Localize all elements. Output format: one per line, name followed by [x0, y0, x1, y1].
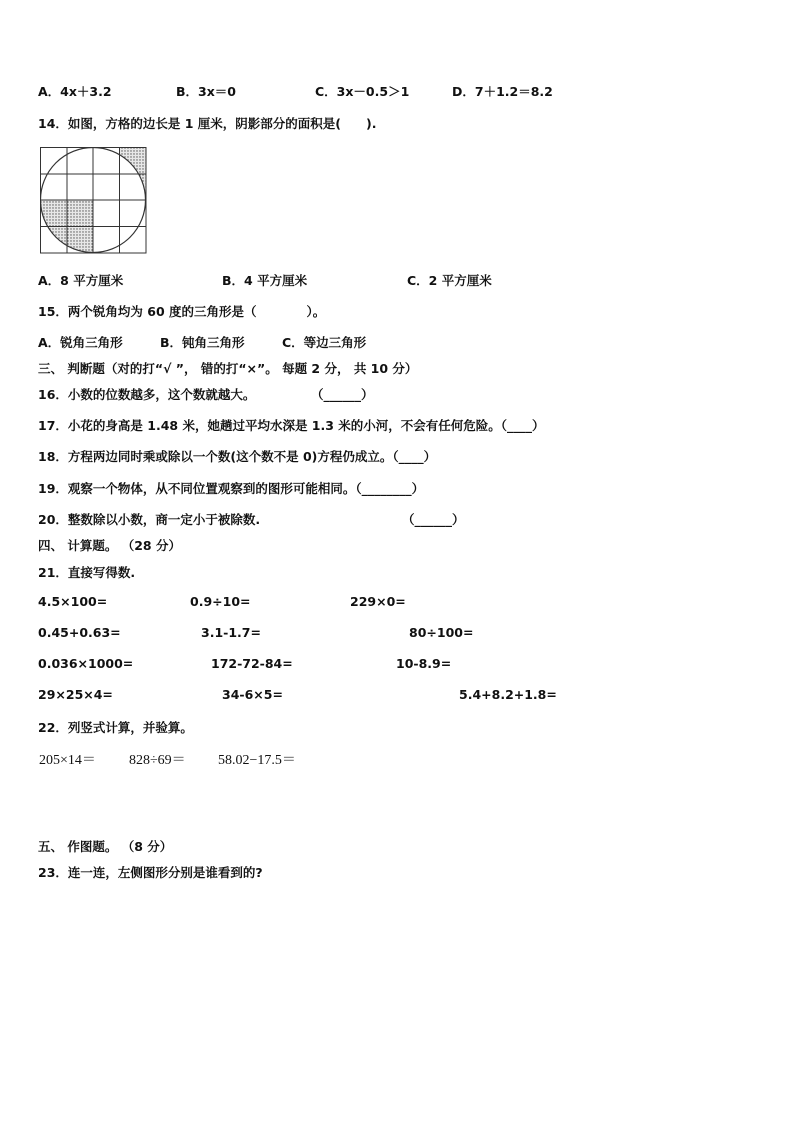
q20-answer-blank[interactable]: （______）: [402, 512, 465, 527]
q21-r4-c1: 29×25×4=: [38, 687, 113, 702]
q14-stem: 14．如图，方格的边长是 1 厘米，阴影部分的面积是( ).: [38, 116, 377, 131]
q23-text: 23．连一连，左侧图形分别是谁看到的?: [38, 865, 263, 880]
q13-option-a: A．4x＋3.2: [38, 84, 112, 99]
section-3-heading: 三、 判断题（对的打“√ ”， 错的打“×”。 每题 2 分， 共 10 分）: [38, 361, 418, 376]
q17-text: 17．小花的身高是 1.48 米，她趟过平均水深是 1.3 米的小河，不会有任何危险。（____）: [38, 418, 545, 433]
q22-stem: 22．列竖式计算，并验算。: [38, 720, 193, 735]
q21-r2-c3: 80÷100=: [409, 625, 474, 640]
q16-text: 16．小数的位数越多，这个数就越大。: [38, 387, 256, 402]
q14-option-a: A．8 平方厘米: [38, 273, 124, 288]
q21-r2-c2: 3.1-1.7=: [201, 625, 261, 640]
q15-option-c: C．等边三角形: [282, 335, 367, 350]
q13-option-c: C．3x－0.5＞1: [315, 84, 410, 99]
q21-r4-c2: 34-6×5=: [222, 687, 283, 702]
section-4-heading: 四、 计算题。 （28 分）: [38, 538, 181, 553]
q15-option-a: A．锐角三角形: [38, 335, 123, 350]
q15-stem: 15．两个锐角均为 60 度的三角形是（ ）。: [38, 304, 326, 319]
q13-option-b: B．3x＝0: [176, 84, 236, 99]
q22-expr-1: 205×14＝: [39, 753, 96, 768]
q21-r3-c2: 172-72-84=: [211, 656, 293, 671]
q21-r1-c2: 0.9÷10=: [190, 594, 251, 609]
section-5-heading: 五、 作图题。 （8 分）: [38, 839, 173, 854]
q16-answer-blank[interactable]: （______）: [311, 387, 374, 402]
q14-grid-figure: [40, 147, 148, 255]
q21-r3-c1: 0.036×1000=: [38, 656, 134, 671]
q19-text: 19．观察一个物体，从不同位置观察到的图形可能相同。（________）: [38, 481, 425, 496]
q21-r2-c1: 0.45+0.63=: [38, 625, 121, 640]
q14-option-c: C．2 平方厘米: [407, 273, 492, 288]
q22-expr-2: 828÷69＝: [129, 753, 186, 768]
q21-r3-c3: 10-8.9=: [396, 656, 452, 671]
q21-r4-c3: 5.4+8.2+1.8=: [459, 687, 557, 702]
q21-stem: 21．直接写得数.: [38, 565, 136, 580]
q21-r1-c3: 229×0=: [350, 594, 406, 609]
q22-expr-3: 58.02−17.5＝: [218, 753, 296, 768]
q14-option-b: B．4 平方厘米: [222, 273, 308, 288]
q13-option-d: D．7＋1.2＝8.2: [452, 84, 553, 99]
q20-text: 20．整数除以小数，商一定小于被除数.: [38, 512, 261, 527]
q21-r1-c1: 4.5×100=: [38, 594, 108, 609]
q18-text: 18．方程两边同时乘或除以一个数(这个数不是 0)方程仍成立。（____）: [38, 449, 437, 464]
q15-option-b: B．钝角三角形: [160, 335, 245, 350]
